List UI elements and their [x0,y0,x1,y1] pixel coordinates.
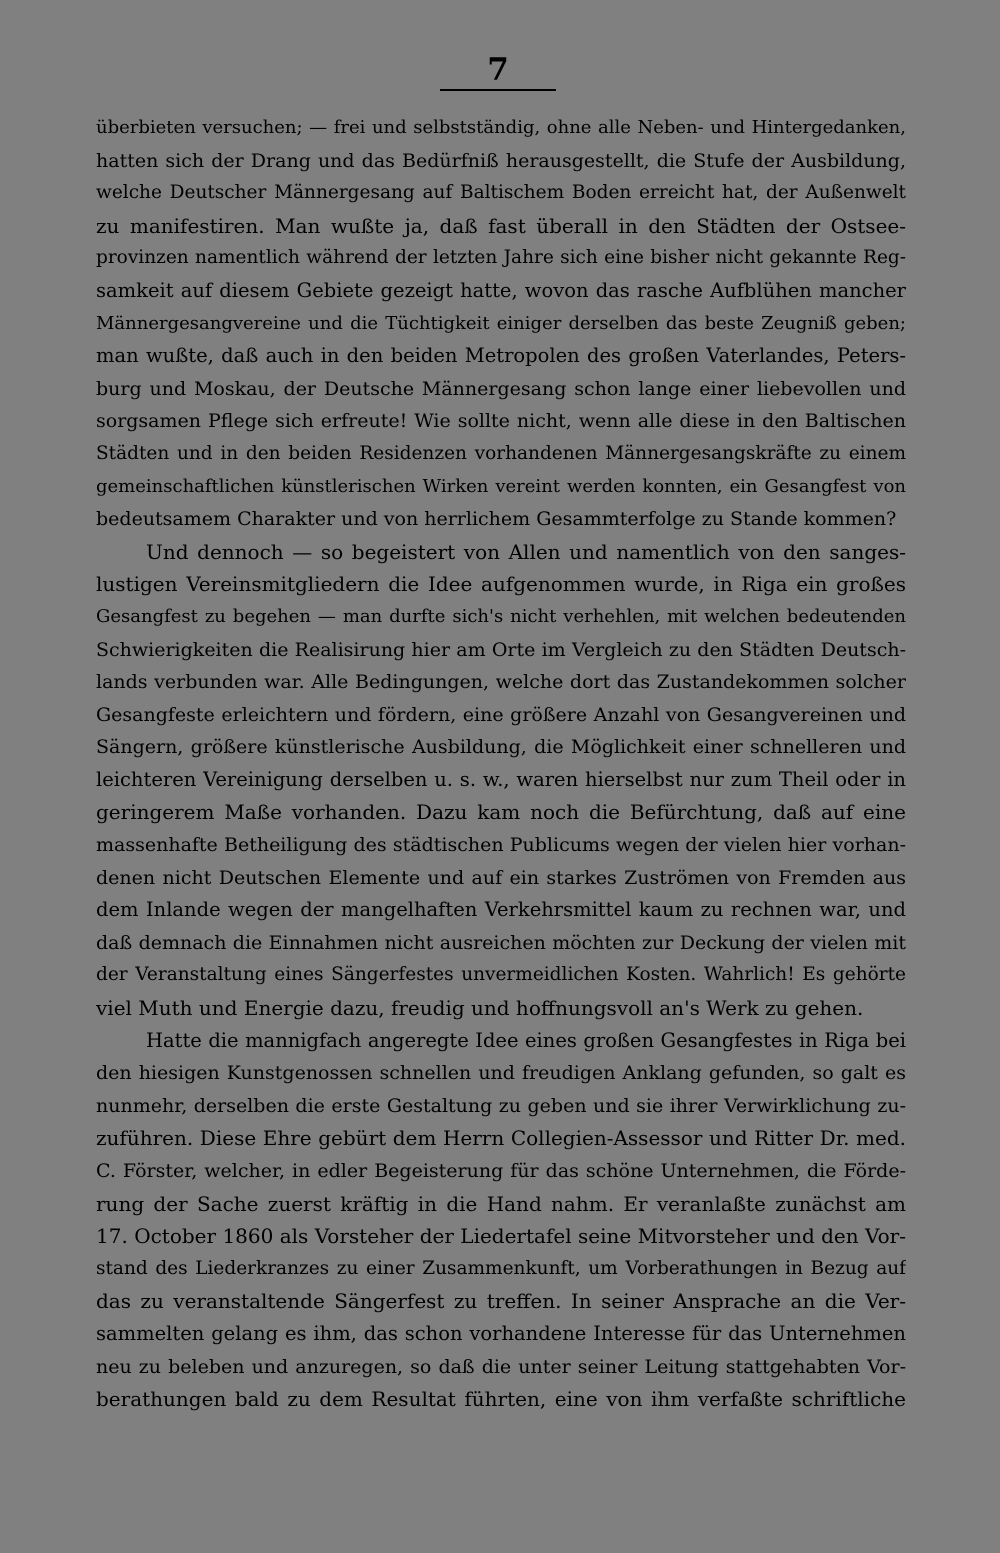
text-line: stand des Liederkranzes zu einer Zusammenkunft, um Vorberathungen in Bezug auf [96,1257,906,1279]
body-text [96,112,906,1416]
text-line: sorgsamen Pflege sich erfreute! Wie sollte nicht, wenn alle diese in den Baltischen [96,410,906,433]
page-number: 7 [487,52,509,88]
text-line: geringerem Maße vorhanden. Dazu kam noch die Befürchtung, daß auf eine [96,800,906,825]
text-line: neu zu beleben und anzuregen, so daß die unter seiner Leitung stattgehabten Vor- [96,1355,906,1378]
text-line: der Veranstaltung eines Sängerfestes unvermeidlichen Kosten. Wahrlich! Es gehörte [96,964,906,986]
text-line: C. Förster, welcher, in edler Begeisterung für das schöne Unternehmen, die Förde- [96,1160,906,1182]
text-line: denen nicht Deutschen Elemente und auf ein starkes Zuströmen von Fremden aus [96,866,906,889]
text-line: Schwierigkeiten die Realisirung hier am Orte im Vergleich zu den Städten Deutsch- [96,638,906,661]
text-line: nunmehr, derselben die erste Gestaltung zu geben und sie ihrer Verwirklichung zu- [96,1094,906,1117]
text-line: man wußte, daß auch in den beiden Metropolen des großen Vaterlandes, Peters- [96,344,906,368]
text-line: welche Deutscher Männergesang auf Baltischem Boden erreicht hat, der Außenwelt [96,182,906,204]
text-line: Städten und in den beiden Residenzen vorhandenen Männergesangskräfte zu einem [96,442,906,464]
text-line: daß demnach die Einnahmen nicht ausreichen möchten zur Deckung der vielen mit [96,931,906,954]
text-line: Sängern, größere künstlerische Ausbildung, die Möglichkeit einer schnelleren und [96,736,906,759]
text-line: gemeinschaftlichen künstlerischen Wirken vereint werden konnten, ein Gesangfest von [96,475,906,497]
text-line: provinzen namentlich während der letzten Jahre sich eine bisher nicht gekannte Reg- [96,247,906,269]
text-line: samkeit auf diesem Gebiete gezeigt hatte, wovon das rasche Aufblühen mancher [96,278,906,302]
text-line: überbieten versuchen; — frei und selbstständig, ohne alle Neben- und Hintergedanken, [96,117,906,138]
text-line: Und dennoch — so begeistert von Allen und namentlich von den sanges- [146,539,906,564]
text-line: zu manifestiren. Man wußte ja, daß fast überall in den Städten der Ostsee- [96,213,906,238]
text-line: viel Muth und Energie dazu, freudig und hoffnungsvoll an's Werk zu gehen. [96,996,864,1021]
text-line: Hatte die mannigfach angeregte Idee eines großen Gesangfestes in Riga bei [146,1028,906,1052]
text-line: das zu veranstaltende Sängerfest zu treffen. In seiner Ansprache an die Ver- [96,1289,906,1314]
text-line: bedeutsamem Charakter und von herrlichem Gesammterfolge zu Stande kommen? [96,508,897,531]
text-line: burg und Moskau, der Deutsche Männergesang schon lange einer liebevollen und [96,377,906,400]
text-line: zuführen. Diese Ehre gebürt dem Herrn Collegien-Assessor und Ritter Dr. med. [96,1126,906,1151]
text-line: Gesangfeste erleichtern und fördern, eine größere Anzahl von Gesangvereinen und [96,703,906,726]
text-line: dem Inlande wegen der mangelhaften Verkehrsmittel kaum zu rechnen war, und [96,898,906,922]
text-line: leichteren Vereinigung derselben u. s. w., waren hierselbst nur zum Theil oder in [96,767,906,791]
text-line: hatten sich der Drang und das Bedürfniß herausgestellt, die Stufe der Ausbildung, [96,149,906,172]
page-number-rule [440,89,556,91]
text-line: Gesangfest zu begehen — man durfte sich's nicht verhehlen, mit welchen bedeutenden [96,605,906,627]
text-line: lustigen Vereinsmitgliedern die Idee aufgenommen wurde, in Riga ein großes [96,572,906,597]
text-line: rung der Sache zuerst kräftig in die Hand nahm. Er veranlaßte zunächst am [96,1191,906,1216]
text-line: den hiesigen Kunstgenossen schnellen und freudigen Anklang gefunden, so galt es [96,1062,906,1085]
text-line: Männergesangvereine und die Tüchtigkeit einiger derselben das beste Zeugniß geben; [96,312,906,334]
text-line: berathungen bald zu dem Resultat führten, eine von ihm verfaßte schriftliche [96,1387,906,1412]
text-line: sammelten gelang es ihm, das schon vorhandene Interesse für das Unternehmen [96,1321,906,1345]
text-line: 17. October 1860 als Vorsteher der Liedertafel seine Mitvorsteher und den Vor- [96,1224,906,1249]
text-line: massenhafte Betheiligung des städtischen Publicums wegen der vielen hier vorhan- [96,834,906,857]
text-line: lands verbunden war. Alle Bedingungen, welche dort das Zustandekommen solcher [96,671,906,694]
